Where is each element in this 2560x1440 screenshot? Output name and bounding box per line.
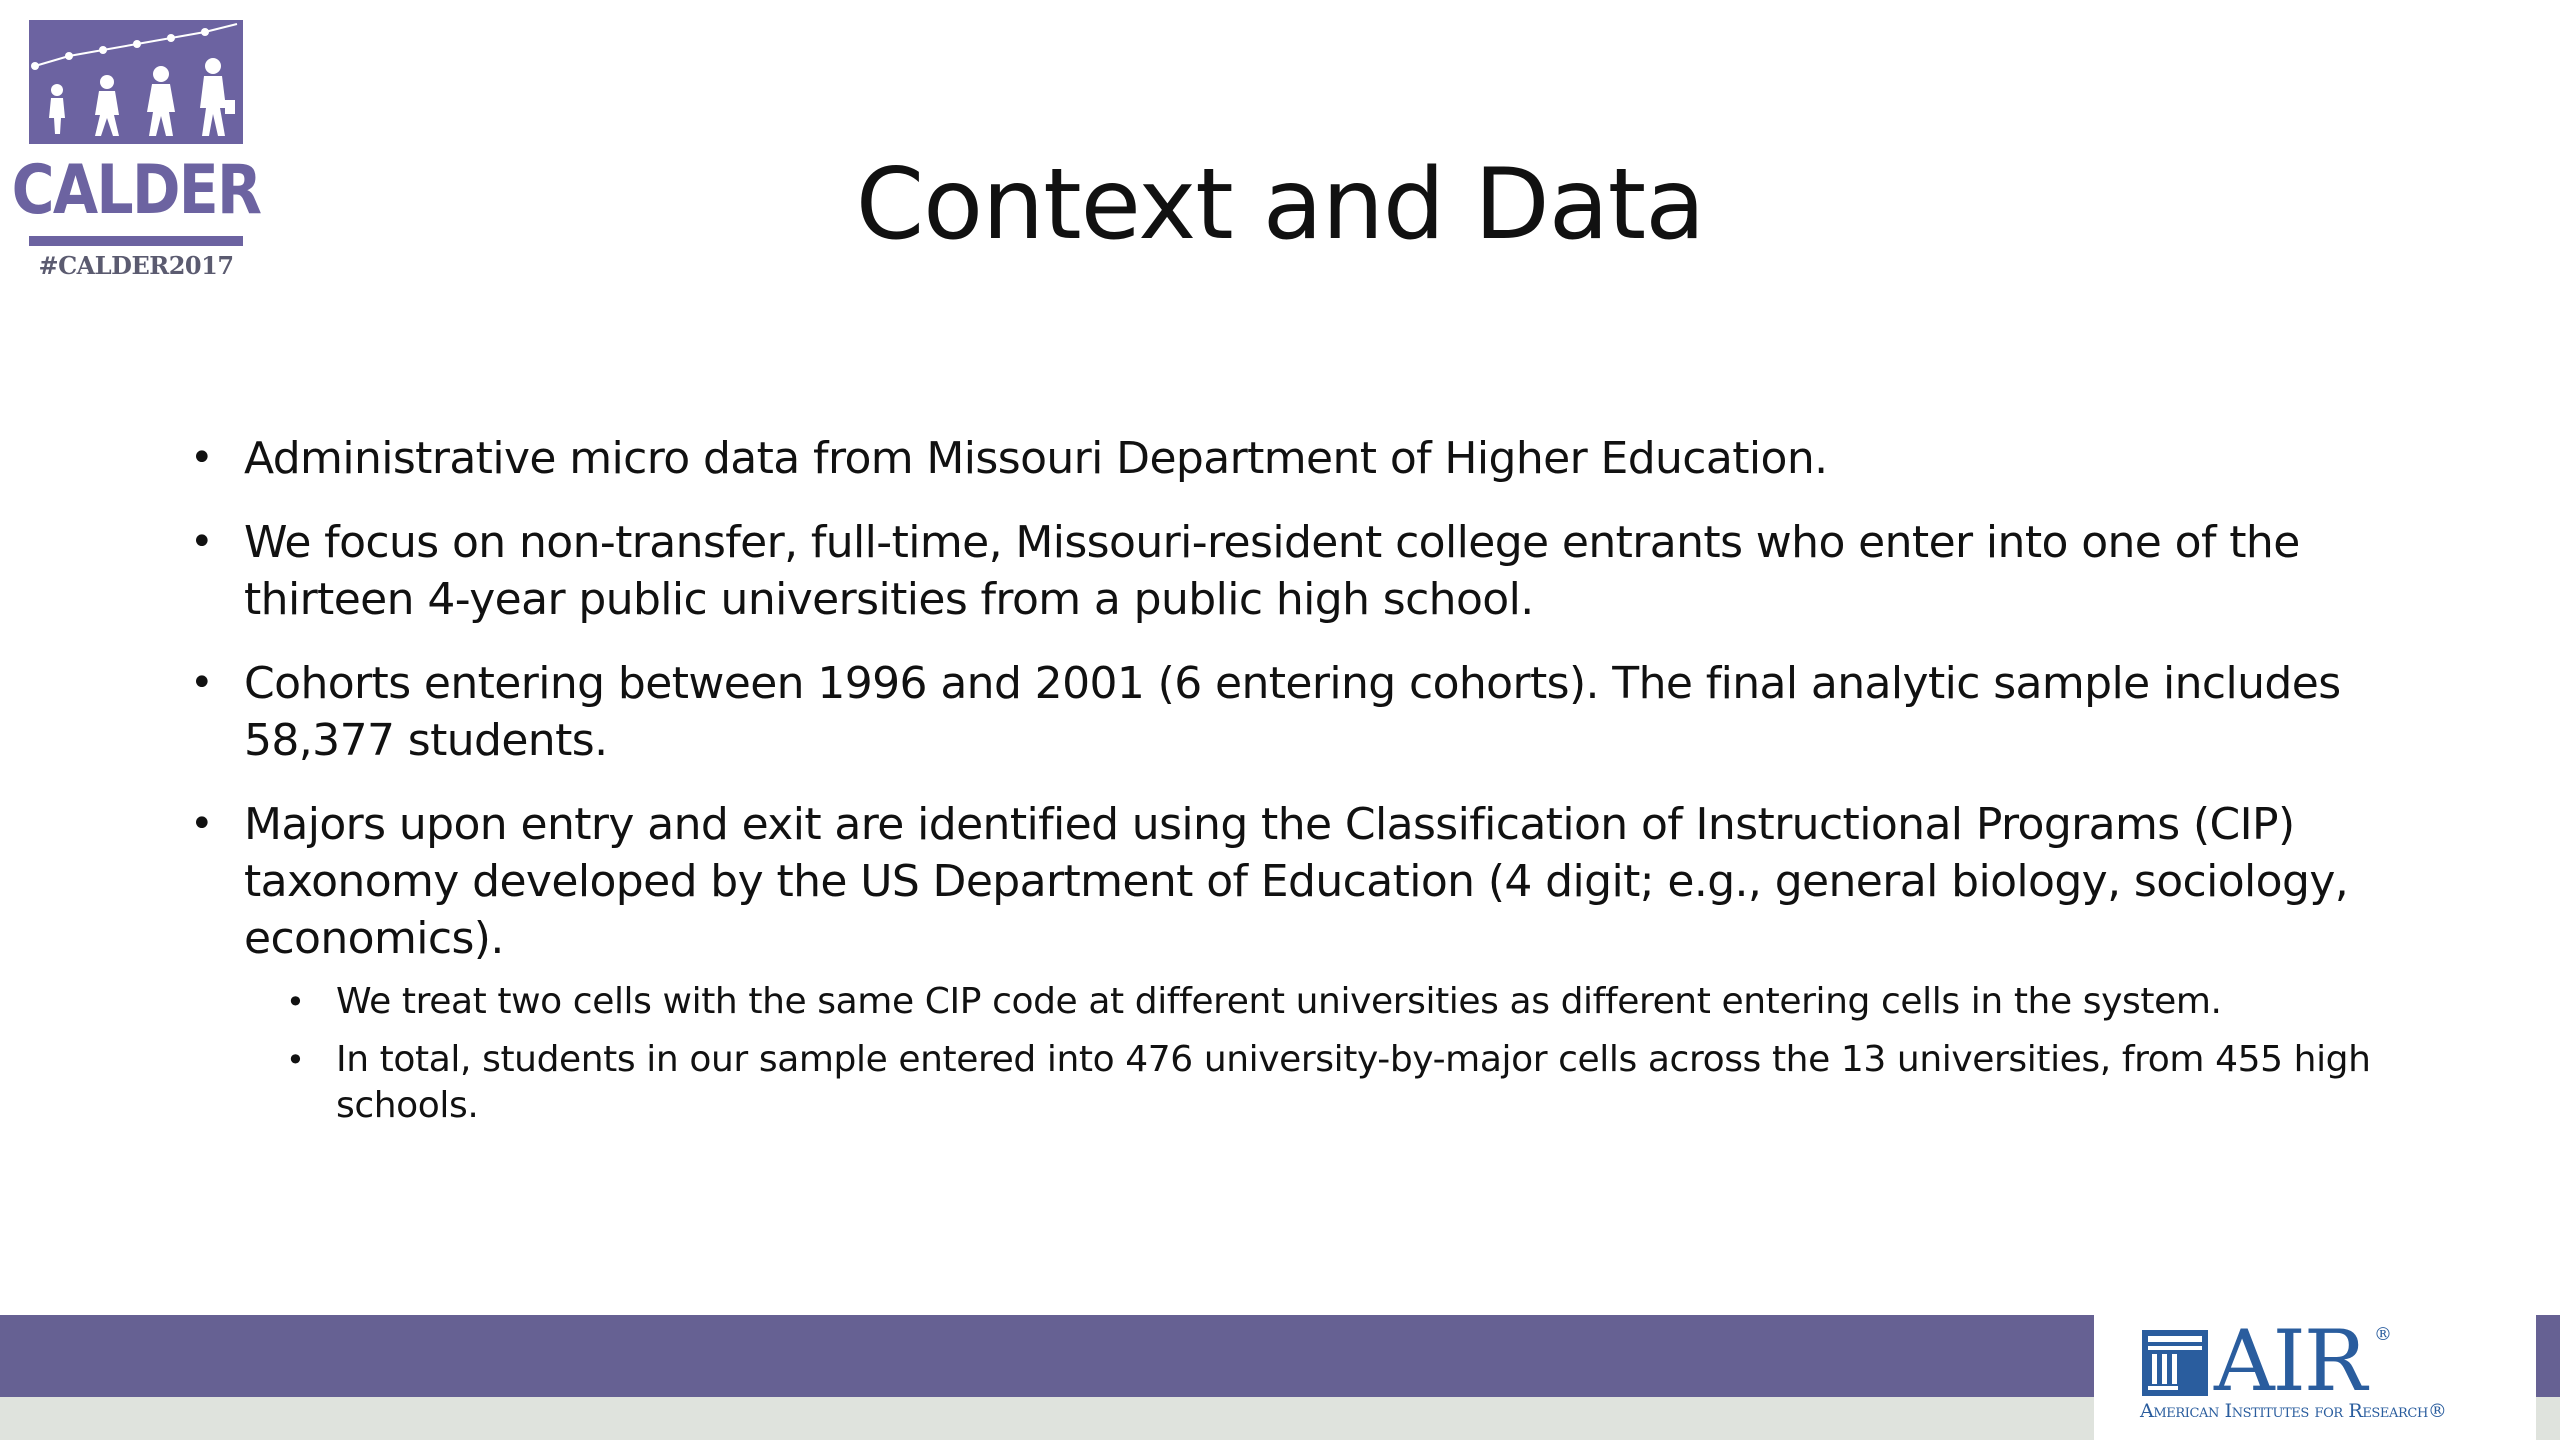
sub-bullet-list xyxy=(286,979,2380,1129)
air-tagline: American Institutes for Research® xyxy=(2140,1400,2447,1422)
air-logo xyxy=(2138,1312,2528,1430)
air-building-icon xyxy=(2142,1330,2208,1396)
calder-hashtag: #CALDER2017 xyxy=(38,251,234,280)
sub-bullet-item: • In total, students in our sample entered into 476 university-by-major cells across the 13 universities, from 455 high schools. xyxy=(286,1037,2380,1129)
footer-strip xyxy=(0,1397,2094,1440)
sub-bullet-item: • We treat two cells with the same CIP code at different universities as different entering cells in the system. xyxy=(286,979,2380,1025)
calder-wordmark: CALDER xyxy=(11,150,261,230)
bullet-item: • Majors upon entry and exit are identified using the Classification of Instructional Programs (CIP) taxonomy developed by the US Department of Education (4 digit; e.g., general biology, sociology, economics). xyxy=(190,796,2380,967)
footer-band-edge xyxy=(2536,1315,2560,1397)
bullet-item: • We focus on non-transfer, full-time, Missouri-resident college entrants who enter into one of the thirteen 4-year public universities from a public high school. xyxy=(190,514,2380,628)
bullet-item: • Cohorts entering between 1996 and 2001 (6 entering cohorts). The final analytic sample includes 58,377 students. xyxy=(190,655,2380,769)
calder-emblem-icon xyxy=(29,20,243,144)
slide-title: Context and Data xyxy=(855,148,1705,262)
air-registered-mark: ® xyxy=(2374,1324,2392,1345)
footer-band xyxy=(0,1315,2094,1397)
walking-figures-icon xyxy=(29,20,243,144)
bullet-item: • Administrative micro data from Missouri Department of Higher Education. xyxy=(190,430,2380,487)
bullet-list xyxy=(190,430,2380,1141)
footer-strip-edge xyxy=(2536,1397,2560,1440)
air-wordmark: AIR xyxy=(2214,1312,2366,1410)
